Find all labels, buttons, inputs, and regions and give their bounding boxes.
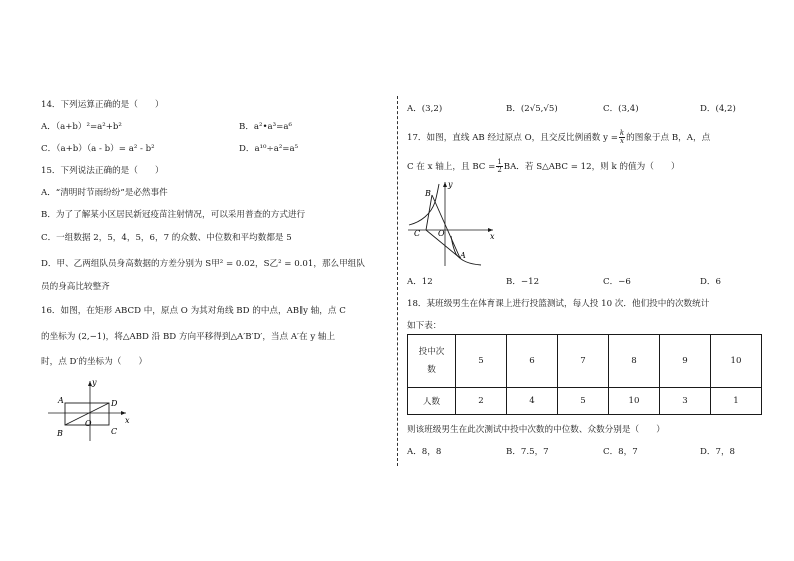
q17-label-c: C	[414, 229, 421, 238]
q17-option-b: B．−12	[506, 277, 540, 287]
q15-option-d-line1: D．甲、乙两组队员身高数据的方差分别为 S甲² = 0.02，S乙² = 0.01，那么甲组队	[41, 259, 365, 269]
q17-label-y: y	[448, 180, 453, 189]
q16-option-d: D．(4,2)	[700, 104, 736, 114]
q14-option-a: A．（a+b）²=a²+b²	[41, 122, 122, 132]
q18-stats-table	[407, 334, 762, 415]
table-cell: 5	[558, 388, 609, 415]
q17-half-num: 1	[497, 158, 502, 166]
q17-half-den: 2	[497, 166, 502, 174]
q14-stem: 14．下列运算正确的是（ ）	[41, 100, 164, 110]
q17-fraction-half	[496, 159, 502, 174]
q16-option-c: C．(3,4)	[603, 104, 639, 114]
q16-line1: 16．如图，在矩形 ABCD 中，原点 O 为其对角线 BD 的中点，AB∥y 轴，点 C	[41, 306, 346, 316]
q17-line1	[407, 130, 710, 145]
q14-option-c: C．（a+b）（a - b）= a² - b²	[41, 144, 155, 154]
table-cell: 3	[660, 388, 711, 415]
table-cell: 4	[507, 388, 558, 415]
q18-line2: 如下表：	[407, 321, 442, 331]
q17-line2	[407, 159, 680, 174]
q15-stem: 15．下列说法正确的是（ ）	[41, 166, 164, 176]
q14-option-d: D．a¹⁰÷a²=a⁵	[239, 144, 299, 154]
q18-option-c: C．8，7	[603, 447, 638, 457]
q18-option-b: B．7.5，7	[506, 447, 549, 457]
q16-label-b: B	[57, 429, 63, 438]
q17-option-c: C．−6	[603, 277, 631, 287]
q16-label-x: x	[125, 416, 130, 425]
q16-label-y: y	[92, 378, 97, 387]
q17-line2-end: BA．若 S△ABC = 12，则 k 的值为（ ）	[503, 162, 680, 172]
table-row	[408, 335, 762, 388]
q17-line2-start: C 在 x 轴上，且 BC =	[407, 162, 496, 172]
q16-line3: 时，点 D′的坐标为（ ）	[41, 357, 148, 367]
table-cell: 10	[711, 335, 762, 388]
q17-label-x: x	[490, 232, 495, 241]
column-divider	[397, 96, 398, 466]
table-header-people: 人数	[408, 388, 456, 415]
table-cell: 1	[711, 388, 762, 415]
q16-figure	[40, 375, 140, 445]
q16-label-c: C	[111, 427, 118, 436]
q16-line2: 的坐标为 (2,−1)，将△ABD 沿 BD 方向平移得到△A′B′D′，当点 A′在 y 轴上	[41, 332, 336, 342]
q16-label-a: A	[58, 396, 64, 405]
q15-option-d-line2: 员的身高比较整齐	[41, 282, 110, 292]
q17-fraction-k-over-x	[619, 130, 625, 145]
q17-label-b: B	[425, 189, 431, 198]
q17-hyperbola-left	[409, 184, 439, 225]
q15-option-c: C．一组数据 2，5，4，5，6，7 的众数、中位数和平均数都是 5	[41, 233, 292, 243]
table-cell: 7	[558, 335, 609, 388]
q17-frac-den: x	[620, 137, 624, 145]
table-cell: 9	[660, 335, 711, 388]
table-header-hits	[408, 335, 456, 388]
q16-x-arrow	[121, 411, 126, 415]
q17-label-a: A	[460, 251, 466, 260]
q17-hyperbola-right	[451, 236, 481, 265]
q17-option-d: D．6	[700, 277, 721, 287]
q17-figure	[405, 178, 500, 268]
q18-option-d: D．7，8	[700, 447, 736, 457]
table-cell: 2	[456, 388, 507, 415]
table-cell: 8	[609, 335, 660, 388]
q16-option-b: B．(2√5,√5)	[506, 104, 558, 114]
q14-option-b: B．a²•a³=a⁶	[239, 122, 292, 132]
q16-option-a: A．(3,2)	[407, 104, 443, 114]
q15-option-a: A．“清明时节雨纷纷”是必然事件	[41, 188, 168, 198]
q16-label-d: D	[111, 399, 118, 408]
q17-frac-num: k	[619, 129, 625, 137]
q18-line1: 18．某班级男生在体育课上进行投篮测试，每人投 10 次．他们投中的次数统计	[407, 299, 710, 309]
table-header-hits-text: 投中次数	[418, 347, 445, 375]
q17-line1-end: 的图象于点 B，A，点	[626, 133, 711, 143]
table-cell: 5	[456, 335, 507, 388]
table-cell: 6	[507, 335, 558, 388]
q17-segment-bc	[426, 195, 432, 230]
q17-line1-start: 17．如图，直线 AB 经过原点 O，且交反比例函数 y =	[407, 133, 618, 143]
q16-label-o: O	[85, 419, 92, 428]
q17-y-arrow	[443, 182, 447, 187]
q18-question: 则该班级男生在此次测试中投中次数的中位数、众数分别是（ ）	[407, 425, 665, 435]
q17-label-o: O	[438, 229, 445, 238]
q15-option-b: B．为了了解某小区居民新冠疫苗注射情况，可以采用普查的方式进行	[41, 210, 306, 220]
q18-option-a: A．8，8	[407, 447, 442, 457]
table-cell: 10	[609, 388, 660, 415]
q17-line-ab	[432, 195, 460, 258]
table-row	[408, 388, 762, 415]
q17-option-a: A．12	[407, 277, 433, 287]
